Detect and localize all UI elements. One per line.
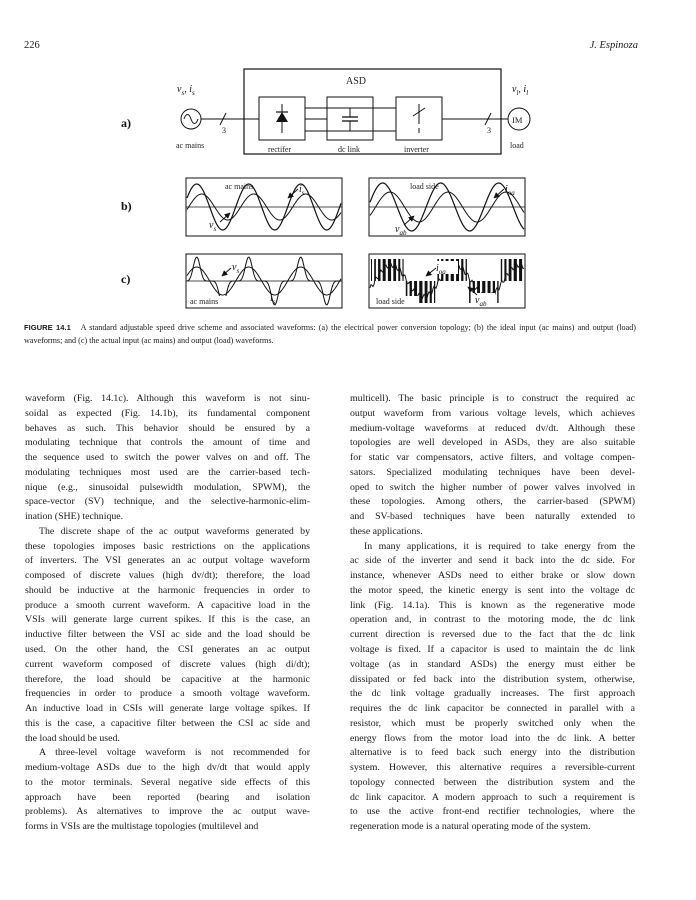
text-line: ac side of the inverter and send it back into the dc side. For [350, 555, 635, 567]
text-line: resistor, which must be properly switched only when the [350, 717, 635, 729]
c-vab-label: vab [475, 295, 487, 308]
source-label: vs, is [177, 84, 195, 97]
text-line: current direction is reversed due to the fact that the dc link [350, 629, 635, 641]
text-line: waveform (Fig. 14.1c). Although this waveform is not sinu- [25, 393, 310, 404]
b-vab-label: vab [395, 224, 407, 237]
c-right-title: load side [376, 297, 405, 306]
text-line: current waveform composed of discrete values (high di/dt); [25, 658, 310, 670]
text-line: these applications. [350, 525, 423, 537]
text-line: forms in VSIs are the multistage topologies (multilevel and [25, 821, 259, 833]
text-line: nique (e.g., sinusoidal pulsewidth modulation, SPWM), the [25, 481, 310, 493]
pwm-pulse [425, 281, 428, 303]
pwm-pulse [371, 259, 372, 281]
pwm-pulse [388, 259, 391, 281]
text-line: oped to switch the higher number of power valves involved in [350, 481, 635, 493]
pwm-pulse [466, 259, 467, 281]
text-line: output waveform from various voltage levels, which achieves [350, 407, 635, 419]
pwm-pulse [461, 259, 463, 281]
c-left-title: ac mains [190, 297, 219, 306]
text-line: An inductive load in CSIs will generate large voltage spikes. If [25, 703, 310, 715]
phase-count-left: 3 [222, 126, 226, 135]
actual-waveforms [186, 254, 525, 308]
text-line: topology connected between the distribution system and the [350, 776, 635, 788]
pwm-pulse [501, 259, 502, 281]
asd-label: ASD [346, 76, 367, 87]
text-line: voltage (as in standard ASDs) the energy must either be [350, 658, 635, 670]
text-line: operation and, in contrast to the motoring mode, the dc link [350, 614, 635, 626]
text-line: medium-voltage ASDs due to the high dv/dt that would apply [25, 762, 310, 774]
text-line: link (Fig. 14.1a). This is known as the regenerative mode [350, 599, 635, 611]
body-column-right [350, 392, 635, 835]
b-is-label: is [299, 184, 305, 197]
text-line: instance, whenever ASDs need to either brake or slow down [350, 570, 635, 582]
text-line: approach have been reported (bearing and isolation [25, 791, 310, 803]
text-line: modulating technique that controls the amount of time and [25, 437, 310, 449]
row-label-c: c) [121, 272, 131, 286]
text-line: for static var compensators, active filters, and voltage compen- [350, 452, 635, 464]
stage-label-inverter: inverter [404, 145, 429, 154]
text-line: the sequence used to switch the power valves on and off. The [25, 452, 310, 464]
pwm-pulse [469, 281, 470, 303]
text-line: to use the active front-end rectifier technologies, where the [350, 806, 635, 818]
text-line: requires the dc link capacitor be connected in parallel with a [350, 703, 635, 715]
load-label: vl, il [512, 84, 529, 97]
text-line: these topologies. Among others, the carrier-based (SPWM) [350, 496, 635, 508]
text-line: soidal as expected (Fig. 14.1b), its fundamental component [25, 407, 310, 419]
pwm-pulse [514, 259, 517, 281]
text-line: The discrete shape of the ac output waveforms generated by [39, 525, 310, 537]
b-right-title: load side [410, 182, 439, 191]
text-line: composed of discrete values (high dv/dt); therefore, the load [25, 570, 310, 582]
text-line: topologies are well developed in ASDs, they are also suitable [350, 437, 635, 449]
text-line: behaves as such. This behavior should be ensured by a [25, 422, 310, 434]
text-line: voltage is fixed. If a capacitor is used to maintain the dc link [350, 644, 635, 656]
text-line: regeneration mode is a natural operating mode of the system. [350, 821, 591, 833]
motor-label: IM [512, 115, 523, 125]
figure-14-1 [0, 0, 696, 318]
text-line: problems). As alternatives to improve the ac output wave- [25, 806, 310, 818]
pwm-pulse [430, 281, 432, 303]
stage-label-rectifier: rectifer [268, 145, 292, 154]
text-line: VSIs will generate large current spikes. If this is the case, an [25, 614, 310, 626]
text-line: alternative is to feed back such energy into the distribution [350, 747, 635, 759]
text-line: inductive filter between the VSI ac side and the load should be [25, 629, 310, 641]
text-line: the dc link voltage gradually increases. The first approach [350, 688, 635, 700]
stage-label-dc-link: dc link [338, 145, 360, 154]
c-vs-label: vs [232, 262, 240, 275]
text-line: and SV-based techniques have been naturally extended to [350, 511, 635, 523]
text-line: the motor speed, the kinetic energy is sent into the voltage dc [350, 584, 635, 596]
text-line: system. However, this alternative requires a reversible-current [350, 762, 635, 774]
asd-topology [176, 69, 530, 154]
text-line: dc link capacitor. A modern approach to such a requirement is [350, 791, 635, 803]
b-vs-label: vs [209, 220, 217, 233]
text-line: the load should be used. [25, 732, 120, 744]
caption-text: A standard adjustable speed drive scheme and associated waveforms: (a) the electrical power conversion topology; (b) the ideal input (ac mains) and output (load) waveforms; and (c) the actual input (ac mains) and output (load) waveforms. [24, 323, 636, 345]
running-author: J. Espinoza [589, 40, 638, 51]
pwm-pulse [497, 281, 498, 303]
body-column-left [25, 392, 310, 835]
text-line: frequencies in order to produce a smooth voltage waveform. [25, 688, 310, 700]
text-line: of inverters. The VSI generates an ac output voltage waveform [25, 555, 310, 567]
b-left-title: ac mains [225, 182, 254, 191]
c-ioa-label: ioa [436, 263, 446, 276]
text-line: to the motor terminals. Several negative side effects of this [25, 776, 310, 788]
text-line: medium-voltage waveforms at reduced dv/dt. Although these [350, 422, 635, 434]
text-line: modulating techniques most used are the carrier-based tech- [25, 466, 310, 478]
figure-caption [24, 321, 636, 347]
row-label-b: b) [121, 199, 132, 213]
pwm-pulse [402, 259, 403, 281]
stage-label-ac-mains: ac mains [176, 141, 205, 150]
text-line: In many applications, it is required to take energy from the [364, 540, 635, 552]
text-line: these topologies imposes basic restrictions on the applications [25, 540, 310, 552]
text-line: sators. Specialized modulating techniques have been devel- [350, 466, 635, 478]
b-ioa-label: ioa [505, 184, 515, 197]
dc-link-block [327, 97, 373, 140]
pwm-pulse [519, 259, 522, 281]
pwm-pulse [393, 259, 396, 281]
text-line: ination (SHE) technique. [25, 511, 124, 523]
text-line: multicell). The basic principle is to construct the required ac [350, 393, 635, 404]
ideal-waveforms [186, 178, 525, 237]
diode-icon [276, 112, 288, 122]
text-line: produce a smooth current waveform. A capacitive load in the [25, 599, 310, 611]
text-line: dissipated or fed back into the distribution system, otherwise, [350, 673, 635, 685]
phase-count-right: 3 [487, 126, 491, 135]
pwm-pulse [434, 281, 435, 303]
text-line: A three-level voltage waveform is not recommended for [39, 747, 310, 759]
caption-label: FIGURE 14.1 [24, 323, 71, 332]
stage-label-load: load [510, 141, 524, 150]
text-line: used. On the other hand, the CSI generates an ac output [25, 644, 310, 656]
text-line: energy flows from the motor load into the dc link. A better [350, 732, 635, 744]
text-line: this is the case, a capacitive filter between the CSI ac side and [25, 717, 310, 729]
text-line: should be inductive at the harmonic frequencies in order to [25, 584, 310, 596]
row-label-a: a) [121, 116, 131, 130]
text-line: space-vector (SV) technique, and the selective-harmonic-elim- [25, 496, 310, 508]
text-line: therefore, the load should be capacitive at the harmonic [25, 673, 310, 685]
page-number: 226 [24, 40, 40, 51]
c-is-label: is [270, 293, 276, 306]
